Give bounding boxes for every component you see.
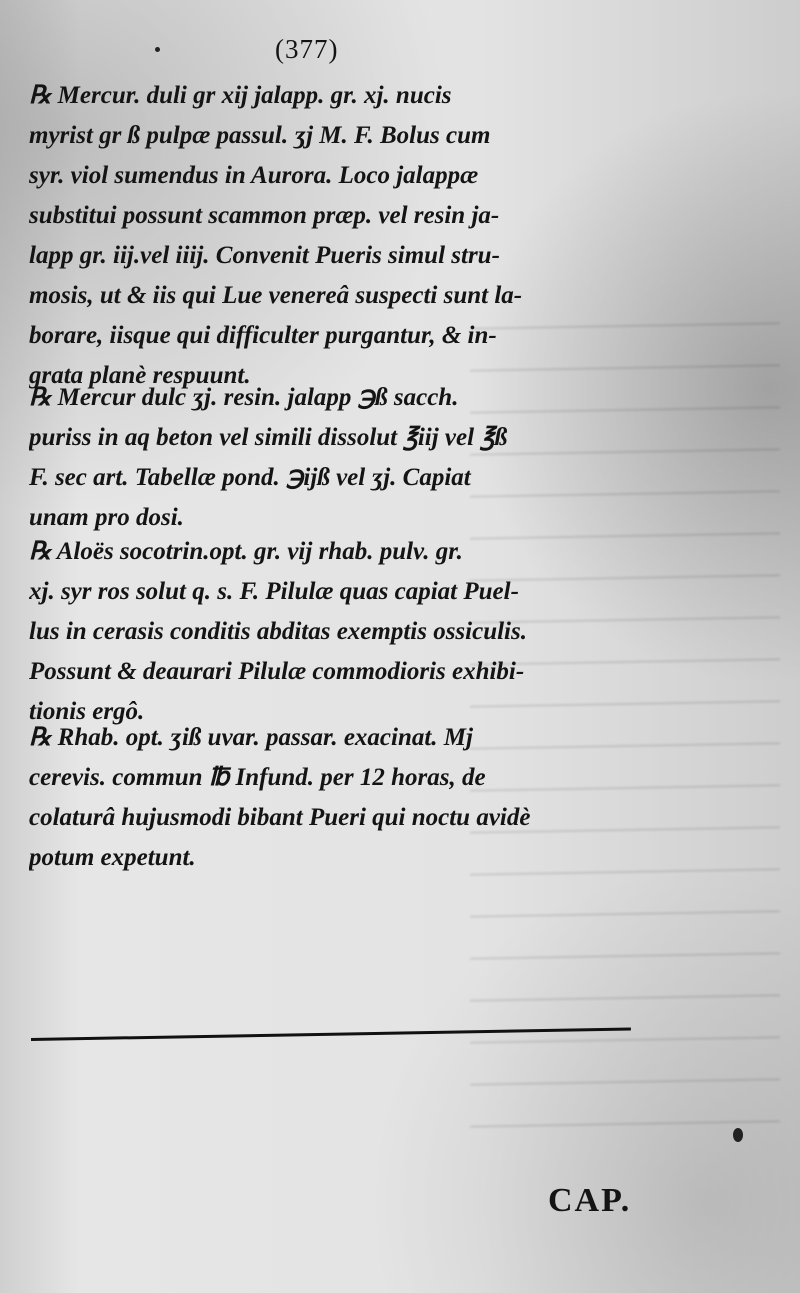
recipe-2 xyxy=(29,378,639,538)
text-line: cerevis. commun ℔ Infund. per 12 horas, de xyxy=(29,764,486,791)
text-line: lapp gr. iij.vel iiij. Convenit Pueris simul stru- xyxy=(29,242,500,269)
text-line: ℞ Aloës socotrin.opt. gr. vij rhab. pulv. gr. xyxy=(29,538,463,565)
text-line: ℞ Rhab. opt. ʒiß uvar. passar. exacinat. Mj xyxy=(29,724,473,751)
text-line: F. sec art. Tabellæ pond. ℈ijß vel ʒj. Capiat xyxy=(29,464,471,491)
text-line: grata planè respuunt. xyxy=(29,362,251,389)
text-line: colaturâ hujusmodi bibant Pueri qui noctu avidè xyxy=(29,804,531,831)
text-line: myrist gr ß pulpæ passul. ʒj M. F. Bolus cum xyxy=(29,122,491,149)
text-line: tionis ergô. xyxy=(29,698,145,725)
text-line: puriss in aq beton vel simili dissolut ℥iij vel ℥ß xyxy=(29,424,508,451)
text-line: unam pro dosi. xyxy=(29,504,184,531)
catchword: CAP. xyxy=(548,1182,632,1219)
text-line: ℞ Mercur. duli gr xij jalapp. gr. xj. nucis xyxy=(29,82,452,109)
text-line: lus in cerasis conditis abditas exemptis ossiculis. xyxy=(29,618,527,645)
text-line: xj. syr ros solut q. s. F. Pilulæ quas capiat Puel- xyxy=(29,578,519,605)
ink-speck xyxy=(155,47,160,52)
text-line: ℞ Mercur dulc ʒj. resin. jalapp ℈ß sacch. xyxy=(29,384,459,411)
recipe-1 xyxy=(29,76,639,396)
text-line: mosis, ut & iis qui Lue venereâ suspecti sunt la- xyxy=(29,282,523,309)
page-number: (377) xyxy=(275,34,339,64)
text-line: Possunt & deaurari Pilulæ commodioris exhibi- xyxy=(29,658,525,685)
text-line: borare, iisque qui difficulter purgantur, & in- xyxy=(29,322,497,349)
ink-speck xyxy=(733,1128,743,1142)
recipe-4 xyxy=(29,718,639,878)
text-line: substitui possunt scammon præp. vel resin ja- xyxy=(29,202,500,229)
text-line: potum expetunt. xyxy=(29,844,196,871)
recipe-3 xyxy=(29,532,639,732)
text-line: syr. viol sumendus in Aurora. Loco jalappæ xyxy=(29,162,479,189)
